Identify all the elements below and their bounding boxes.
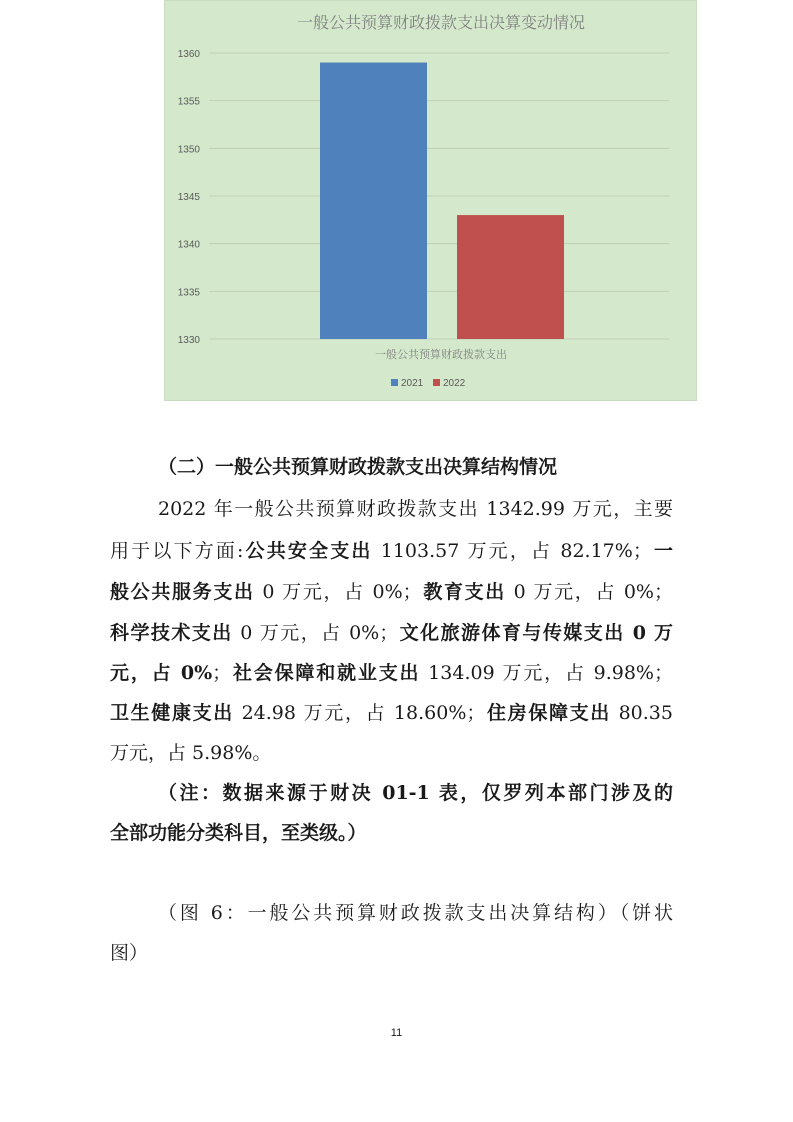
y-tick-label: 1355 <box>177 96 200 108</box>
paragraph-line-2: 用于以下方面:公共安全支出 1103.57 万元，占 82.17%；一 <box>110 540 673 562</box>
legend-label-2022: 2022 <box>443 378 466 389</box>
y-tick-label: 1340 <box>177 239 200 251</box>
page-number: 11 <box>390 1027 403 1039</box>
section-heading: （二）一般公共预算财政拨款支出决算结构情况 <box>158 456 558 478</box>
y-tick-label: 1330 <box>177 335 200 346</box>
note-line-2: 全部功能分类科目，至类级。） <box>110 822 367 844</box>
paragraph-line-5: 元，占 0%；社会保障和就业支出 134.09 万元，占 9.98%； <box>110 662 673 684</box>
paragraph-line-4: 科学技术支出 0 万元，占 0%；文化旅游体育与传媒支出 0 万 <box>110 622 673 644</box>
chart-title: 一般公共预算财政拨款支出决算变动情况 <box>296 13 586 32</box>
y-tick-label: 1335 <box>177 287 200 299</box>
chart-svg <box>165 1 698 402</box>
bar-2022 <box>457 215 564 339</box>
x-category-label: 一般公共预算财政拨款支出 <box>375 348 507 361</box>
note-line-1: （注：数据来源于财决 01-1 表，仅罗列本部门涉及的 <box>158 782 673 804</box>
y-tick-label: 1360 <box>177 49 200 60</box>
bar-2021 <box>320 63 427 339</box>
paragraph-line-7: 万元，占 5.98%。 <box>110 742 272 764</box>
y-tick-label: 1345 <box>177 192 200 203</box>
figure-caption-line-1: （图 6：一般公共预算财政拨款支出决算结构）（饼状 <box>158 902 673 924</box>
figure-caption-line-2: 图） <box>110 942 149 964</box>
bar-chart <box>164 0 697 401</box>
legend-swatch-2021 <box>391 379 398 386</box>
paragraph-line-1: 2022 年一般公共预算财政拨款支出 1342.99 万元，主要 <box>158 498 673 520</box>
legend-swatch-2022 <box>433 379 440 386</box>
paragraph-line-3: 般公共服务支出 0 万元，占 0%；教育支出 0 万元，占 0%； <box>110 581 673 603</box>
paragraph-line-6: 卫生健康支出 24.98 万元，占 18.60%；住房保障支出 80.35 <box>110 702 673 724</box>
y-tick-label: 1350 <box>177 144 200 156</box>
legend-label-2021: 2021 <box>401 378 424 389</box>
